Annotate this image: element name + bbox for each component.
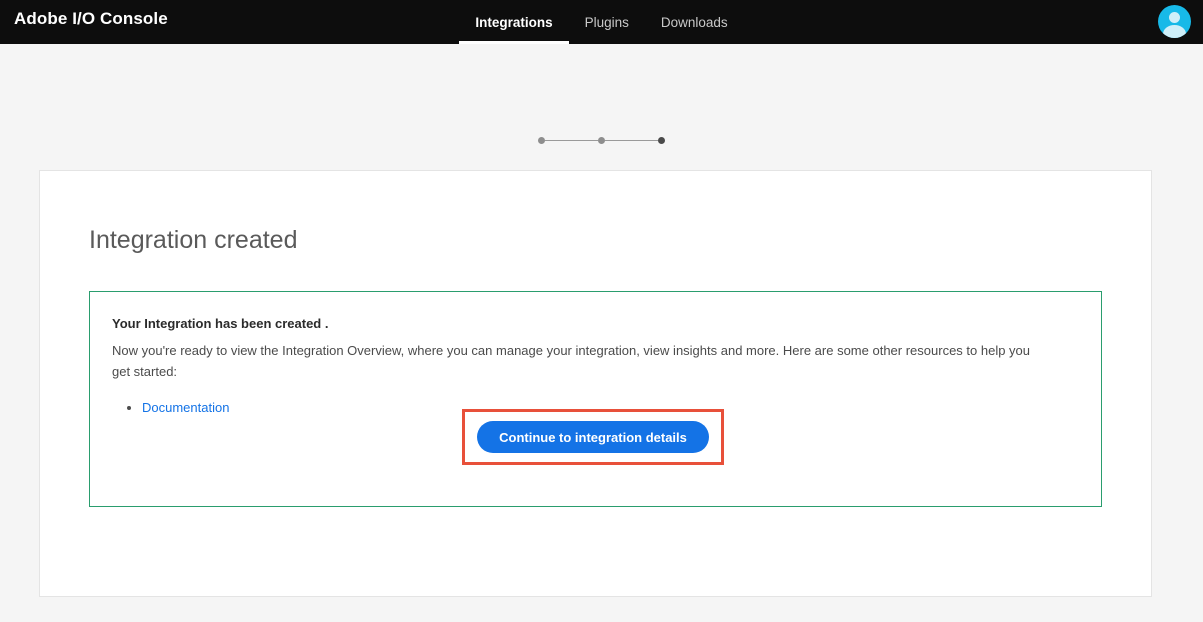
nav-item-downloads[interactable]: Downloads [660,14,728,30]
step-connector-2 [605,140,658,141]
main-nav [0,0,1203,44]
success-notice-panel [89,291,1102,507]
step-dot-1 [538,137,545,144]
continue-to-integration-details-button[interactable]: Continue to integration details [477,421,709,453]
step-dot-3 [658,137,665,144]
nav-item-integrations[interactable]: Integrations [459,0,568,44]
documentation-link[interactable]: Documentation [142,399,230,415]
avatar-head-shape [1169,12,1180,23]
step-progress-indicator [0,137,1203,144]
user-avatar-icon[interactable] [1158,5,1191,38]
notice-heading: Your Integration has been created . [112,316,329,331]
content-card [39,170,1152,597]
step-dot-2 [598,137,605,144]
notice-body-text: Now you're ready to view the Integration Overview, where you can manage your integration, view insights and more. Here are some other resources to help you get started: [112,343,1031,380]
page-title: Integration created [89,226,298,254]
app-title: Adobe I/O Console [14,9,168,28]
nav-item-plugins[interactable]: Plugins [584,14,629,30]
avatar-body-shape [1163,25,1186,38]
top-navigation-bar [0,0,1203,44]
step-connector-1 [545,140,598,141]
cta-highlight-box [462,409,724,465]
